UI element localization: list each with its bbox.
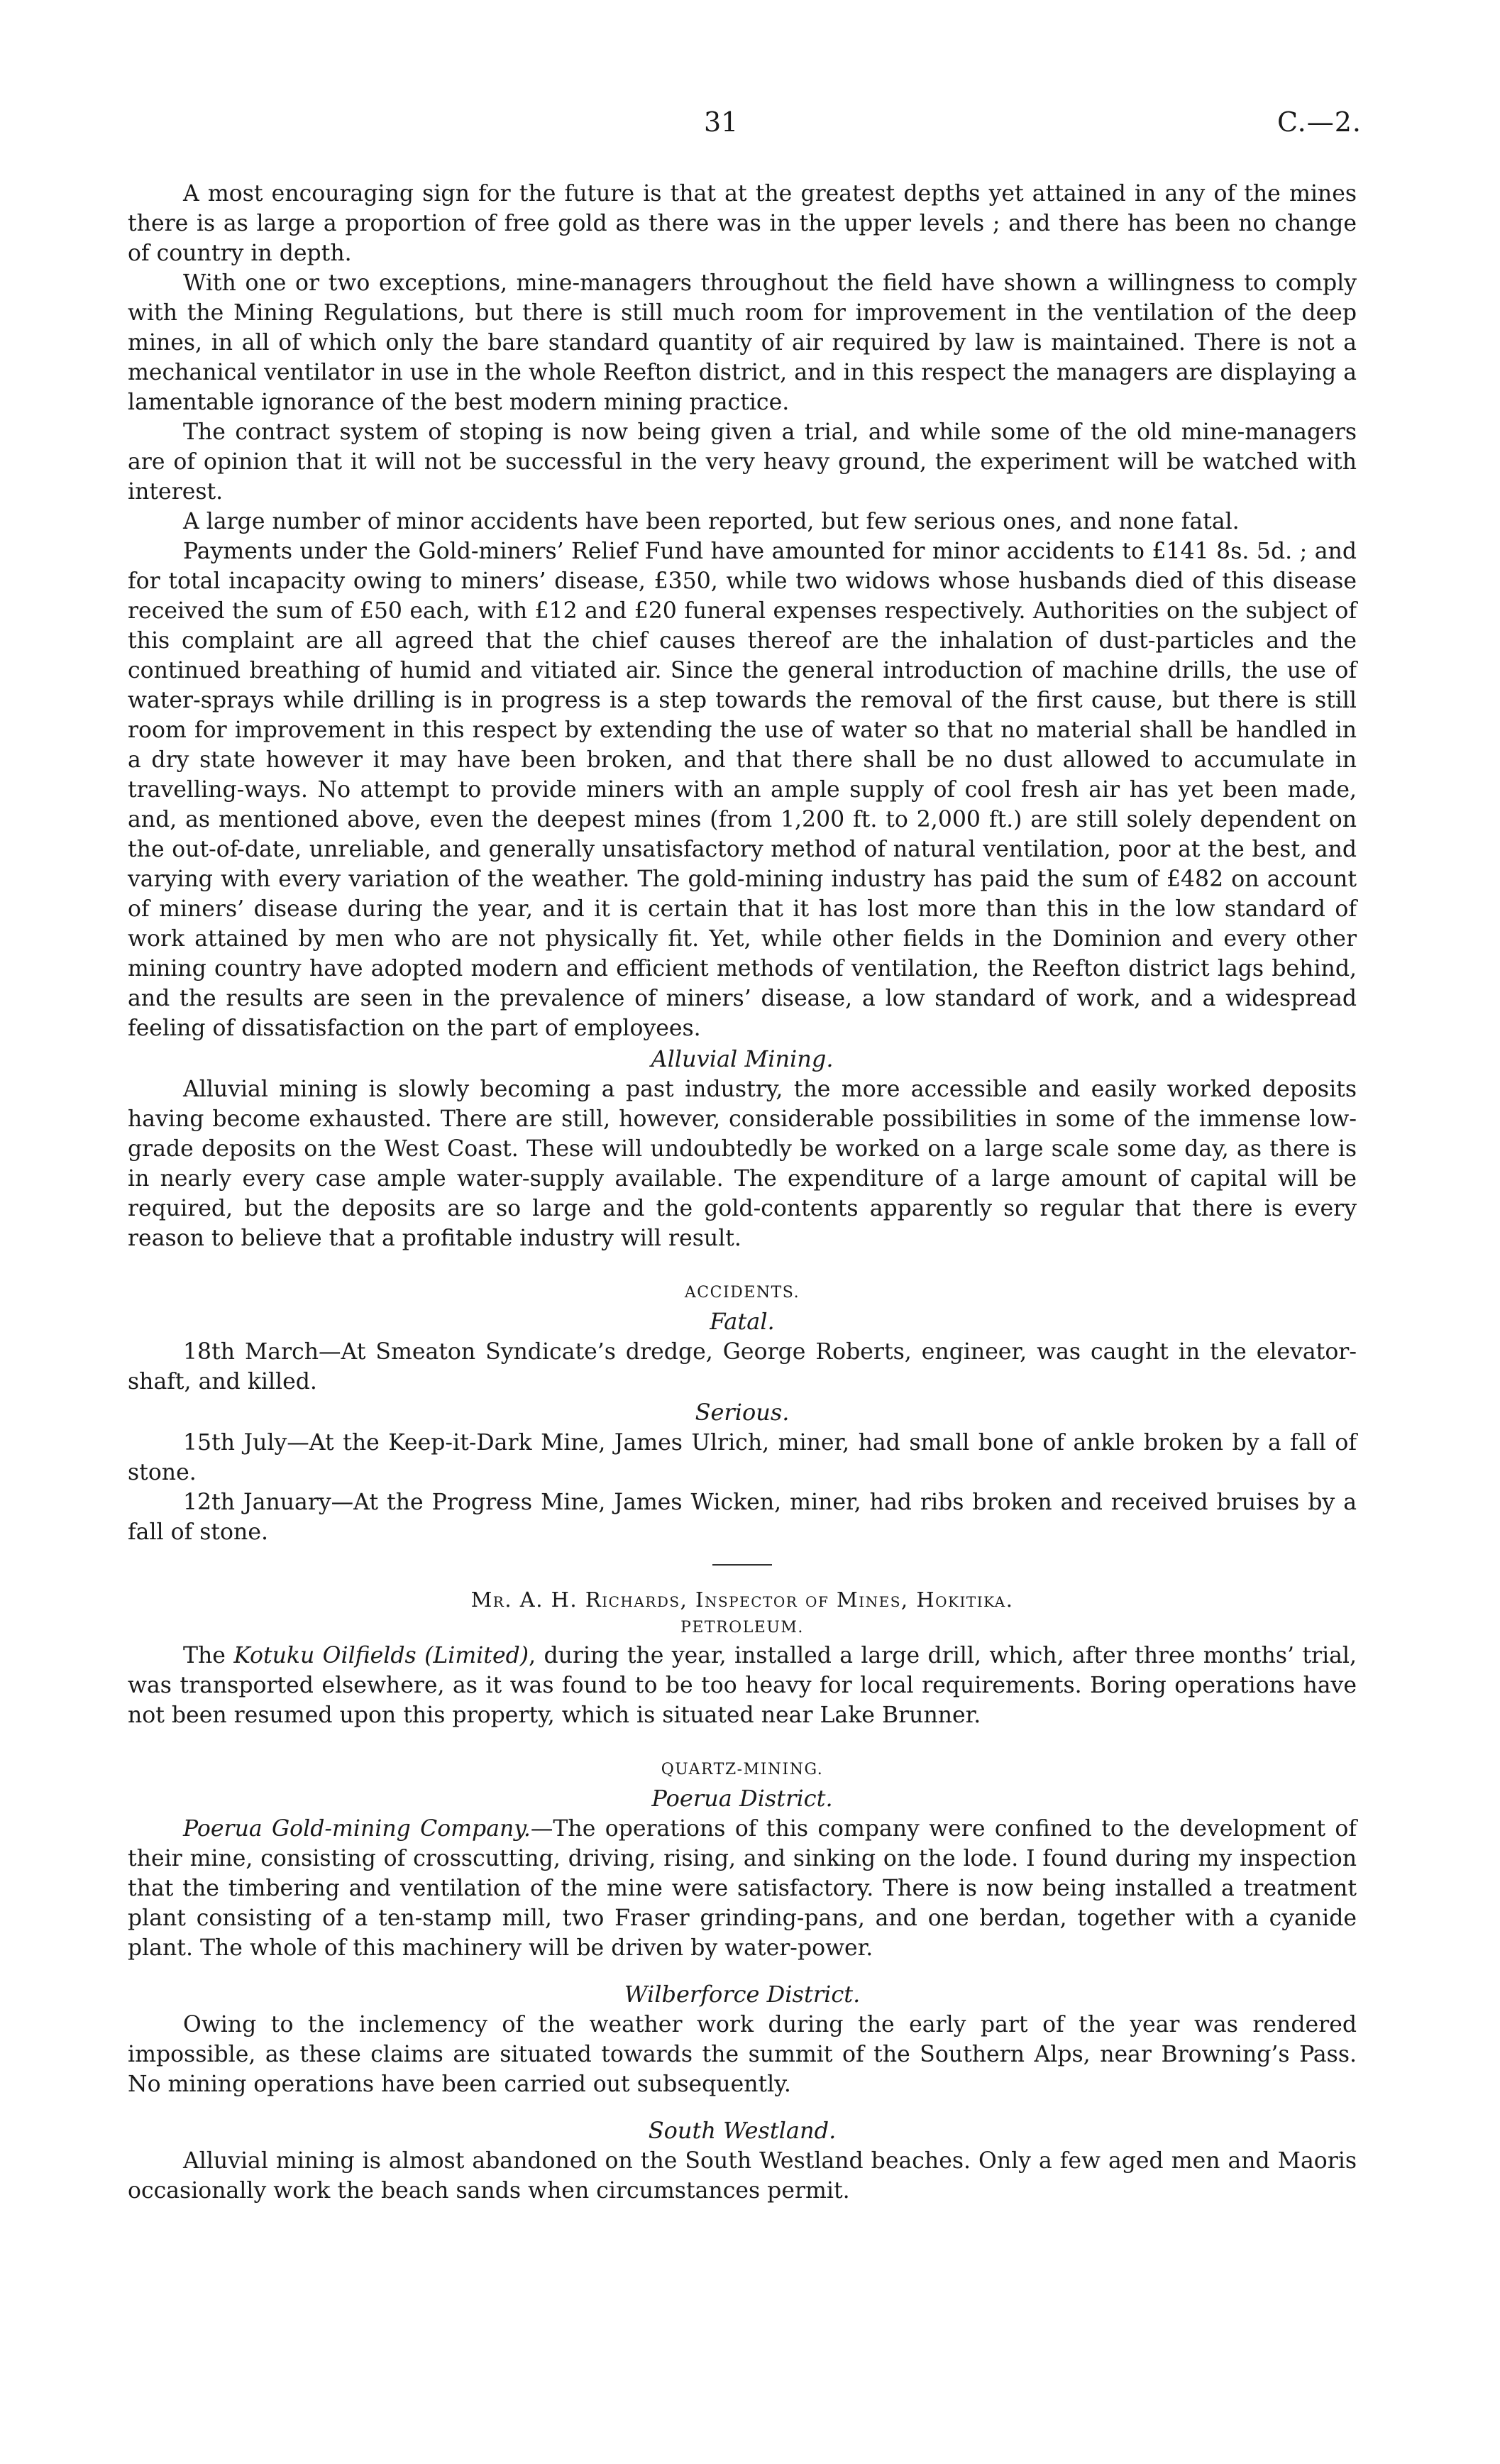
poerua-company-name: Poerua Gold-mining Company. <box>183 1816 531 1842</box>
quartz-mining-heading: QUARTZ-MINING. <box>661 1761 824 1778</box>
poerua-paragraph <box>128 1814 1357 1963</box>
page-body <box>128 179 1357 2206</box>
page-header <box>0 106 1500 149</box>
reefton-paragraph-3: The contract system of stoping is now being given a trial, and while some of the old mine-managers are of opinion that it will not be successful in the very heavy ground, the experiment will be watched with interest. <box>128 419 1357 505</box>
petroleum-the: The <box>183 1643 226 1668</box>
reefton-paragraph-4: A large number of minor accidents have been reported, but few serious ones, and none fatal. <box>183 509 1240 534</box>
petroleum-heading: PETROLEUM. <box>680 1619 804 1637</box>
poerua-text: —The operations of this company were confined to the development of their mine, consisting of crosscutting, driving, rising, and sinking on the lode. I found during my inspection that the timbering and ventilation of the mine were satisfactory. There is now being installed a treatment plant consisting of a ten-stamp mill, two Fraser grinding-pans, and one berdan, together with a cyanide plant. The whole of this machinery will be driven by water-power. <box>128 1816 1357 1961</box>
wilberforce-paragraph: Owing to the inclemency of the weather work during the early part of the year was rendered impossible, as these claims are situated towards the summit of the Southern Alps, near Browning’s Pass. No mining operations have been carried out subsequently. <box>128 2012 1357 2097</box>
kotuku-limited: (Limited) <box>424 1643 529 1668</box>
south-westland-paragraph: Alluvial mining is almost abandoned on the South Westland beaches. Only a few aged men and Maoris occasionally work the beach sands when circumstances permit. <box>128 2148 1357 2204</box>
poerua-district-heading: Poerua District. <box>651 1785 833 1812</box>
south-westland-heading: South Westland. <box>648 2117 837 2144</box>
wilberforce-district-heading: Wilberforce District. <box>624 1981 861 2008</box>
inspector-heading: Mr. A. H. Richards, Inspector of Mines, Hokitika. <box>470 1588 1014 1612</box>
alluvial-mining-heading: Alluvial Mining. <box>651 1045 834 1072</box>
document-reference: C.—2. <box>1276 106 1362 138</box>
serious-heading: Serious. <box>695 1399 790 1426</box>
accidents-heading: ACCIDENTS. <box>684 1284 800 1302</box>
kotuku-oilfields-name: Kotuku Oilfields <box>233 1643 417 1668</box>
fatal-heading: Fatal. <box>710 1308 775 1335</box>
serious-accident-1: 15th July—At the Keep-it-Dark Mine, James Ulrich, miner, had small bone of ankle broken by a fall of stone. <box>128 1430 1357 1485</box>
serious-accident-2: 12th January—At the Progress Mine, James Wicken, miner, had ribs broken and received bruises by a fall of stone. <box>128 1490 1357 1545</box>
reefton-paragraph-5: Payments under the Gold-miners’ Relief Fund have amounted for minor accidents to £141 8s. 5d. ; and for total incapacity owing to miners’ disease, £350, while two widows whose husbands died of this disease received the sum of £50 each, with £12 and £20 funeral expenses respectively. Authorities on the subject of this complaint are all agreed that the chief causes thereof are the inhalation of dust-particles and the continued breathing of humid and vitiated air. Since the general introduction of machine drills, the use of water-sprays while drilling is in progress is a step towards the removal of the first cause, but there is still room for improvement in this respect by extending the use of water so that no material shall be handled in a dry state however it may have been broken, and that there shall be no dust allowed to accumulate in travelling-ways. No attempt to provide miners with an ample supply of cool fresh air has yet been made, and, as mentioned above, even the deepest mines (from 1,200 ft. to 2,000 ft.) are still solely dependent on the out-of-date, unreliable, and generally unsatisfactory method of natural ventilation, poor at the best, and varying with every variation of the weather. The gold-mining industry has paid the sum of £482 on account of miners’ disease during the year, and it is certain that it has lost more than this in the low standard of work attained by men who are not physically fit. Yet, while other fields in the Dominion and every other mining country have adopted modern and efficient methods of ventilation, the Reefton district lags behind, and the results are seen in the prevalence of miners’ disease, a low standard of work, and a widespread feeling of dissatisfaction on the part of employees. <box>128 539 1357 1041</box>
petroleum-text: , during the year, installed a large drill, which, after three months’ trial, was transported elsewhere, as it was found to be too heavy for local requirements. Boring operations have not been resumed upon this property, which is situated near Lake Brunner. <box>128 1643 1357 1728</box>
section-divider <box>712 1564 772 1566</box>
page-number: 31 <box>704 106 739 138</box>
fatal-accident-1: 18th March—At Smeaton Syndicate’s dredge, George Roberts, engineer, was caught in the elevator-shaft, and killed. <box>128 1339 1357 1395</box>
petroleum-paragraph <box>128 1641 1357 1730</box>
alluvial-paragraph: Alluvial mining is slowly becoming a past industry, the more accessible and easily worked deposits having become exhausted. There are still, however, considerable possibilities in some of the immense low-grade deposits on the West Coast. These will undoubtedly be worked on a large scale some day, as there is in nearly every case ample water-supply available. The expenditure of a large amount of capital will be required, but the deposits are so large and the gold-contents apparently so regular that there is every reason to believe that a profitable industry will result. <box>128 1077 1357 1251</box>
reefton-paragraph-1: A most encouraging sign for the future is that at the greatest depths yet attained in any of the mines there is as large a proportion of free gold as there was in the upper levels ; and there has been no change of country in depth. <box>128 181 1357 266</box>
reefton-paragraph-2: With one or two exceptions, mine-managers throughout the field have shown a willingness to comply with the Mining Regulations, but there is still much room for improvement in the ventilation of the deep mines, in all of which only the bare standard quantity of air required by law is maintained. There is not a mechanical ventilator in use in the whole Reefton district, and in this respect the managers are displaying a lamentable ignorance of the best modern mining practice. <box>128 270 1357 415</box>
